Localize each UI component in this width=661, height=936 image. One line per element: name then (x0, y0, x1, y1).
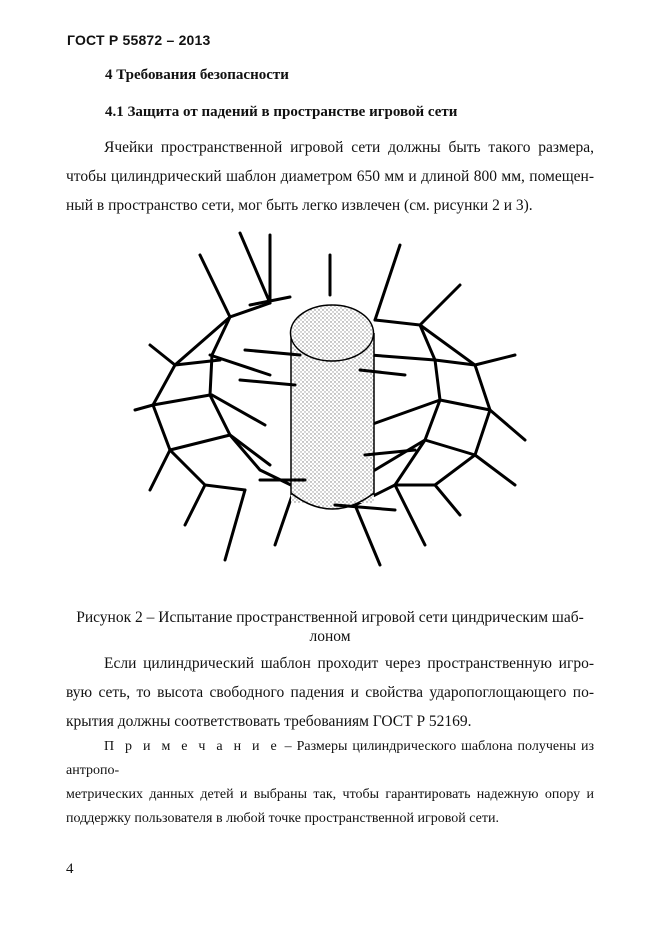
paragraph-line: ный в пространство сети, мог быть легко извлечен (см. рисунки 2 и 3). (66, 197, 533, 214)
note-line: поддержку пользователя в любой точке пространственной игровой сети. (66, 811, 499, 826)
paragraph-requirements (66, 649, 594, 736)
figure-net-cylinder (130, 225, 530, 595)
note-line (66, 735, 594, 783)
paragraph-line: крытия должны соответствовать требованиям ГОСТ Р 52169. (66, 713, 472, 730)
figure-caption-line: Рисунок 2 – Испытание пространственной игровой сети циндрическим шаб- (76, 609, 584, 626)
figure-caption (66, 608, 594, 646)
subsection-title: 4.1 Защита от падений в пространстве игровой сети (105, 104, 458, 120)
note-block (66, 735, 594, 831)
paragraph-line: Если цилиндрический шаблон проходит через пространственную игро- (104, 655, 594, 672)
note-label: П р и м е ч а н и е (104, 739, 280, 754)
figure-caption-line: лоном (309, 628, 351, 645)
page-number: 4 (66, 861, 74, 877)
document-header: ГОСТ Р 55872 – 2013 (67, 32, 211, 48)
cylinder-template (291, 305, 375, 509)
paragraph-line: чтобы цилиндрический шаблон диаметром 650 мм и длиной 800 мм, помещен- (66, 168, 594, 185)
note-line: метрических данных детей и выбраны так, чтобы гарантировать надежную опору и (66, 787, 594, 802)
paragraph-line: вую сеть, то высота свободного падения и свойства ударопоглощающего по- (66, 684, 594, 701)
paragraph-intro (66, 133, 594, 220)
paragraph-line: Ячейки пространственной игровой сети должны быть такого размера, (104, 139, 594, 156)
note-text: – Размеры цилиндрического шаблона получены из антропо- (66, 739, 594, 778)
section-title: 4 Требования безопасности (105, 67, 289, 83)
